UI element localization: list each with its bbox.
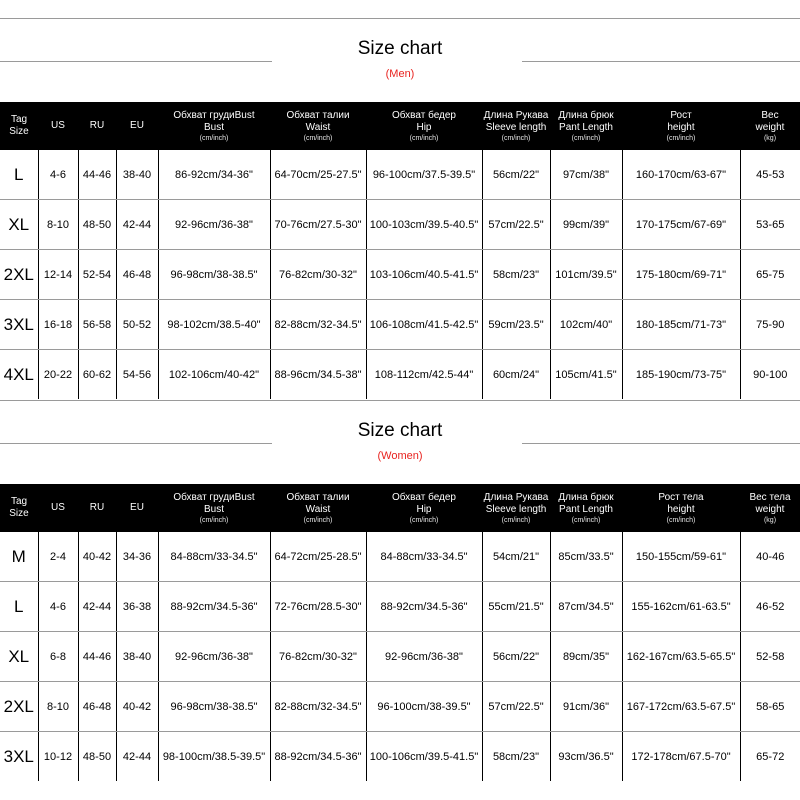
cell-ru: 56-58 (78, 300, 116, 350)
men-title-area (0, 18, 800, 102)
cell-eu: 42-44 (116, 732, 158, 782)
header-unit: (kg) (763, 516, 777, 524)
header-line1: Обхват талии (286, 109, 350, 121)
header-line1: Длина Рукава (483, 109, 549, 121)
cell-waist: 70-76cm/27.5-30" (270, 200, 366, 250)
cell-pant: 102cm/40" (550, 300, 622, 350)
header-line2: Hip (416, 503, 432, 515)
cell-height: 167-172cm/63.5-67.5" (622, 682, 740, 732)
cell-weight: 40-46 (740, 532, 800, 582)
header-unit: (cm/inch) (409, 134, 439, 142)
column-header-bust (158, 102, 270, 150)
header-line1: Обхват грудиBust (173, 491, 255, 503)
header-unit: (cm/inch) (303, 516, 333, 524)
cell-hip: 96-100cm/37.5-39.5" (366, 150, 482, 200)
header-line2: height (667, 503, 695, 515)
table-row (0, 200, 800, 250)
cell-pant: 93cm/36.5" (550, 732, 622, 782)
cell-hip: 100-106cm/39.5-41.5" (366, 732, 482, 782)
cell-pant: 97cm/38" (550, 150, 622, 200)
cell-tag: 3XL (0, 732, 38, 782)
table-row (0, 150, 800, 200)
cell-ru: 52-54 (78, 250, 116, 300)
column-header-ru (78, 484, 116, 532)
header-line1: US (51, 120, 65, 131)
cell-weight: 90-100 (740, 350, 800, 400)
header-line2: Size (9, 508, 29, 519)
cell-tag: 4XL (0, 350, 38, 400)
men-size-chart (0, 18, 800, 399)
cell-pant: 101cm/39.5" (550, 250, 622, 300)
top-divider (0, 18, 800, 19)
cell-pant: 87cm/34.5" (550, 582, 622, 632)
section-divider (0, 400, 800, 401)
header-unit: (cm/inch) (501, 516, 531, 524)
header-line1: Рост (670, 109, 692, 121)
cell-waist: 76-82cm/30-32" (270, 632, 366, 682)
column-header-sleeve (482, 484, 550, 532)
cell-ru: 48-50 (78, 732, 116, 782)
header-line2: Waist (305, 503, 331, 515)
cell-ru: 44-46 (78, 632, 116, 682)
header-line2: Sleeve length (485, 121, 547, 133)
cell-eu: 38-40 (116, 150, 158, 200)
column-header-tag (0, 484, 38, 532)
header-line1: Обхват талии (286, 491, 350, 503)
cell-hip: 108-112cm/42.5-44" (366, 350, 482, 400)
cell-hip: 106-108cm/41.5-42.5" (366, 300, 482, 350)
cell-hip: 92-96cm/36-38" (366, 632, 482, 682)
cell-eu: 54-56 (116, 350, 158, 400)
header-unit: (kg) (763, 134, 777, 142)
header-line2: Bust (203, 503, 224, 515)
header-unit: (cm/inch) (571, 516, 601, 524)
header-unit: (cm/inch) (571, 134, 601, 142)
cell-bust: 102-106cm/40-42" (158, 350, 270, 400)
cell-us: 10-12 (38, 732, 78, 782)
header-unit: (cm/inch) (409, 516, 439, 524)
cell-hip: 84-88cm/33-34.5" (366, 532, 482, 582)
header-unit: (cm/inch) (303, 134, 333, 142)
header-line1: Обхват бедер (392, 109, 456, 121)
cell-ru: 44-46 (78, 150, 116, 200)
cell-bust: 98-102cm/38.5-40" (158, 300, 270, 350)
header-line1: Длина Рукава (483, 491, 549, 503)
cell-ru: 48-50 (78, 200, 116, 250)
cell-tag: 2XL (0, 250, 38, 300)
header-unit: (cm/inch) (666, 516, 696, 524)
header-line1: Обхват бедер (392, 491, 456, 503)
cell-us: 6-8 (38, 632, 78, 682)
men-chart-title: Size chart (357, 38, 443, 59)
cell-height: 160-170cm/63-67" (622, 150, 740, 200)
cell-weight: 45-53 (740, 150, 800, 200)
column-header-eu (116, 102, 158, 150)
cell-weight: 65-75 (740, 250, 800, 300)
women-size-table (0, 484, 800, 781)
cell-eu: 46-48 (116, 250, 158, 300)
cell-us: 2-4 (38, 532, 78, 582)
cell-bust: 96-98cm/38-38.5" (158, 682, 270, 732)
header-line1: Длина брюк (558, 109, 614, 121)
cell-height: 180-185cm/71-73" (622, 300, 740, 350)
cell-eu: 40-42 (116, 682, 158, 732)
cell-tag: L (0, 150, 38, 200)
header-unit: (cm/inch) (501, 134, 531, 142)
cell-weight: 53-65 (740, 200, 800, 250)
cell-bust: 88-92cm/34.5-36" (158, 582, 270, 632)
cell-tag: XL (0, 632, 38, 682)
cell-ru: 40-42 (78, 532, 116, 582)
header-unit: (cm/inch) (199, 134, 229, 142)
cell-waist: 72-76cm/28.5-30" (270, 582, 366, 632)
cell-sleeve: 57cm/22.5" (482, 200, 550, 250)
header-unit: (cm/inch) (199, 516, 229, 524)
title-rule-left (0, 443, 272, 444)
table-row (0, 682, 800, 732)
table-row (0, 732, 800, 782)
cell-weight: 58-65 (740, 682, 800, 732)
cell-sleeve: 57cm/22.5" (482, 682, 550, 732)
women-title-area (0, 400, 800, 484)
cell-sleeve: 60cm/24" (482, 350, 550, 400)
women-chart-subtitle: (Women) (377, 450, 423, 462)
cell-bust: 96-98cm/38-38.5" (158, 250, 270, 300)
cell-us: 4-6 (38, 582, 78, 632)
cell-waist: 64-70cm/25-27.5" (270, 150, 366, 200)
women-chart-title: Size chart (357, 420, 443, 441)
header-line1: EU (130, 502, 144, 513)
cell-tag: M (0, 532, 38, 582)
header-line1: Вес (761, 109, 779, 121)
cell-pant: 99cm/39" (550, 200, 622, 250)
column-header-height (622, 102, 740, 150)
cell-hip: 96-100cm/38-39.5" (366, 682, 482, 732)
cell-us: 20-22 (38, 350, 78, 400)
cell-hip: 100-103cm/39.5-40.5" (366, 200, 482, 250)
header-line1: EU (130, 120, 144, 131)
column-header-eu (116, 484, 158, 532)
cell-sleeve: 56cm/22" (482, 632, 550, 682)
cell-tag: XL (0, 200, 38, 250)
table-row (0, 300, 800, 350)
cell-pant: 91cm/36" (550, 682, 622, 732)
cell-ru: 46-48 (78, 682, 116, 732)
table-row (0, 250, 800, 300)
cell-height: 170-175cm/67-69" (622, 200, 740, 250)
cell-bust: 92-96cm/36-38" (158, 200, 270, 250)
column-header-ru (78, 102, 116, 150)
header-line2: Pant Length (559, 503, 613, 515)
column-header-us (38, 484, 78, 532)
cell-us: 8-10 (38, 682, 78, 732)
cell-pant: 89cm/35" (550, 632, 622, 682)
column-header-weight (740, 102, 800, 150)
cell-tag: 2XL (0, 682, 38, 732)
header-line1: Длина брюк (558, 491, 614, 503)
table-row (0, 350, 800, 400)
cell-us: 8-10 (38, 200, 78, 250)
header-line2: weight (755, 121, 785, 133)
cell-weight: 52-58 (740, 632, 800, 682)
men-table-header (0, 102, 800, 150)
cell-height: 185-190cm/73-75" (622, 350, 740, 400)
header-line2: weight (755, 503, 785, 515)
header-line2: Hip (416, 121, 432, 133)
cell-eu: 42-44 (116, 200, 158, 250)
men-table-body (0, 150, 800, 399)
column-header-sleeve (482, 102, 550, 150)
cell-ru: 42-44 (78, 582, 116, 632)
women-size-chart (0, 400, 800, 781)
cell-pant: 105cm/41.5" (550, 350, 622, 400)
cell-height: 162-167cm/63.5-65.5" (622, 632, 740, 682)
cell-waist: 88-92cm/34.5-36" (270, 732, 366, 782)
cell-height: 155-162cm/61-63.5" (622, 582, 740, 632)
header-line2: Size (9, 126, 29, 137)
cell-weight: 65-72 (740, 732, 800, 782)
cell-bust: 98-100cm/38.5-39.5" (158, 732, 270, 782)
column-header-pant (550, 484, 622, 532)
header-line1: RU (89, 120, 105, 131)
title-rule-right (522, 443, 800, 444)
cell-eu: 38-40 (116, 632, 158, 682)
cell-us: 4-6 (38, 150, 78, 200)
header-line1: RU (89, 502, 105, 513)
cell-height: 172-178cm/67.5-70" (622, 732, 740, 782)
women-table-body (0, 532, 800, 781)
cell-hip: 88-92cm/34.5-36" (366, 582, 482, 632)
cell-waist: 82-88cm/32-34.5" (270, 300, 366, 350)
cell-weight: 46-52 (740, 582, 800, 632)
cell-waist: 88-96cm/34.5-38" (270, 350, 366, 400)
cell-tag: L (0, 582, 38, 632)
men-size-table (0, 102, 800, 399)
cell-sleeve: 56cm/22" (482, 150, 550, 200)
column-header-tag (0, 102, 38, 150)
header-line1: Tag (10, 496, 28, 507)
cell-waist: 64-72cm/25-28.5" (270, 532, 366, 582)
table-row (0, 582, 800, 632)
header-line1: Tag (10, 114, 28, 125)
table-row (0, 632, 800, 682)
cell-bust: 86-92cm/34-36" (158, 150, 270, 200)
cell-sleeve: 58cm/23" (482, 250, 550, 300)
cell-sleeve: 58cm/23" (482, 732, 550, 782)
column-header-hip (366, 102, 482, 150)
cell-height: 175-180cm/69-71" (622, 250, 740, 300)
column-header-bust (158, 484, 270, 532)
cell-bust: 92-96cm/36-38" (158, 632, 270, 682)
men-chart-subtitle: (Men) (385, 68, 415, 80)
cell-sleeve: 54cm/21" (482, 532, 550, 582)
cell-sleeve: 55cm/21.5" (482, 582, 550, 632)
cell-waist: 82-88cm/32-34.5" (270, 682, 366, 732)
header-line1: US (51, 502, 65, 513)
header-line1: Вес тела (749, 491, 791, 503)
column-header-waist (270, 102, 366, 150)
header-line2: Bust (203, 121, 224, 133)
title-rule-left (0, 61, 272, 62)
cell-sleeve: 59cm/23.5" (482, 300, 550, 350)
cell-eu: 36-38 (116, 582, 158, 632)
cell-pant: 85cm/33.5" (550, 532, 622, 582)
cell-ru: 60-62 (78, 350, 116, 400)
cell-bust: 84-88cm/33-34.5" (158, 532, 270, 582)
cell-waist: 76-82cm/30-32" (270, 250, 366, 300)
cell-tag: 3XL (0, 300, 38, 350)
cell-us: 12-14 (38, 250, 78, 300)
header-unit: (cm/inch) (666, 134, 696, 142)
cell-us: 16-18 (38, 300, 78, 350)
column-header-hip (366, 484, 482, 532)
column-header-us (38, 102, 78, 150)
title-rule-right (522, 61, 800, 62)
header-line1: Рост тела (658, 491, 704, 503)
column-header-pant (550, 102, 622, 150)
column-header-height (622, 484, 740, 532)
cell-weight: 75-90 (740, 300, 800, 350)
women-table-header (0, 484, 800, 532)
column-header-waist (270, 484, 366, 532)
header-line2: Pant Length (559, 121, 613, 133)
header-line2: Waist (305, 121, 331, 133)
header-line2: Sleeve length (485, 503, 547, 515)
column-header-weight (740, 484, 800, 532)
header-line2: height (667, 121, 695, 133)
header-line1: Обхват грудиBust (173, 109, 255, 121)
table-row (0, 532, 800, 582)
cell-hip: 103-106cm/40.5-41.5" (366, 250, 482, 300)
cell-eu: 34-36 (116, 532, 158, 582)
cell-height: 150-155cm/59-61" (622, 532, 740, 582)
cell-eu: 50-52 (116, 300, 158, 350)
